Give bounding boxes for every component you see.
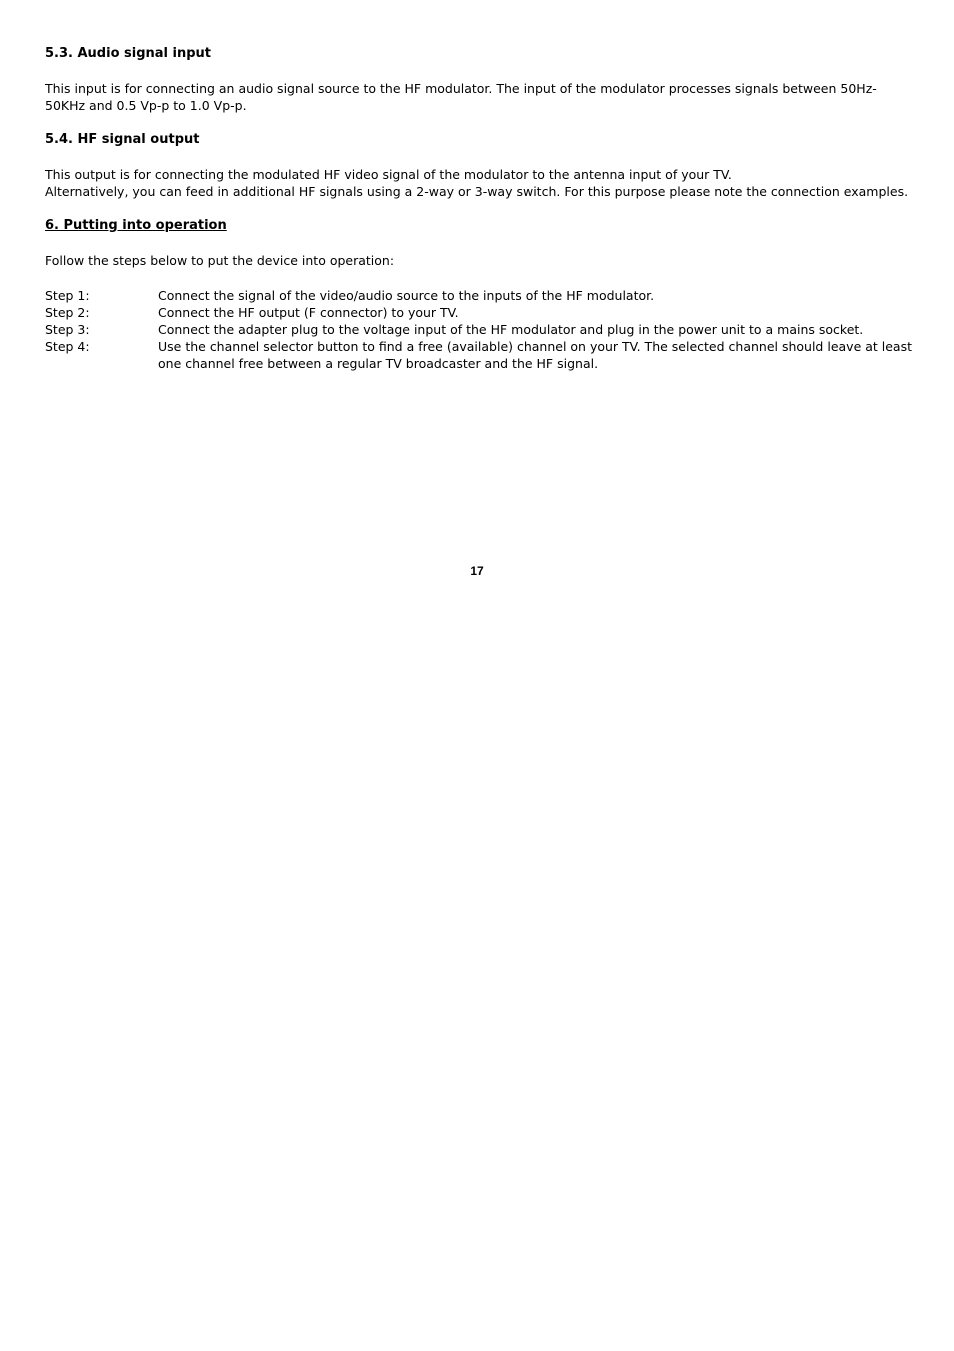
- page-number: 17: [470, 564, 484, 578]
- list-item: [45, 287, 913, 304]
- step-text: Use the channel selector button to find a free (available) channel on your TV. The selected channel should leave at least one channel free between a regular TV broadcaster and the HF signal.: [158, 339, 912, 371]
- hf-signal-output-paragraph: [45, 166, 913, 200]
- step-text: Connect the signal of the video/audio source to the inputs of the HF modulator.: [158, 288, 655, 303]
- hf-signal-output-line-2: Alternatively, you can feed in additional HF signals using a 2-way or 3-way switch. For this purpose please note the connection examples.: [45, 184, 909, 199]
- audio-signal-input-text: This input is for connecting an audio signal source to the HF modulator. The input of the modulator processes signals between 50Hz-50KHz and 0.5 Vp-p to 1.0 Vp-p.: [45, 81, 877, 113]
- section-heading-hf-signal-output: 5.4. HF signal output: [45, 132, 200, 147]
- operation-intro-text: Follow the steps below to put the device into operation:: [45, 253, 395, 268]
- hf-signal-output-line-1: This output is for connecting the modulated HF video signal of the modulator to the antenna input of your TV.: [45, 167, 732, 182]
- operation-steps-list: [45, 287, 913, 372]
- section-heading-audio-signal-input: 5.3. Audio signal input: [45, 46, 212, 61]
- list-item: [45, 321, 913, 338]
- step-label: Step 2:: [45, 305, 90, 320]
- step-label: Step 3:: [45, 322, 90, 337]
- audio-signal-input-paragraph: [45, 80, 913, 114]
- step-label: Step 4:: [45, 339, 90, 354]
- section-heading-putting-into-operation: 6. Putting into operation: [45, 218, 227, 233]
- step-text: Connect the HF output (F connector) to your TV.: [158, 305, 459, 320]
- step-label: Step 1:: [45, 288, 90, 303]
- step-text: Connect the adapter plug to the voltage input of the HF modulator and plug in the power unit to a mains socket.: [158, 322, 864, 337]
- list-item: [45, 338, 913, 372]
- list-item: [45, 304, 913, 321]
- operation-intro-paragraph: [45, 252, 913, 269]
